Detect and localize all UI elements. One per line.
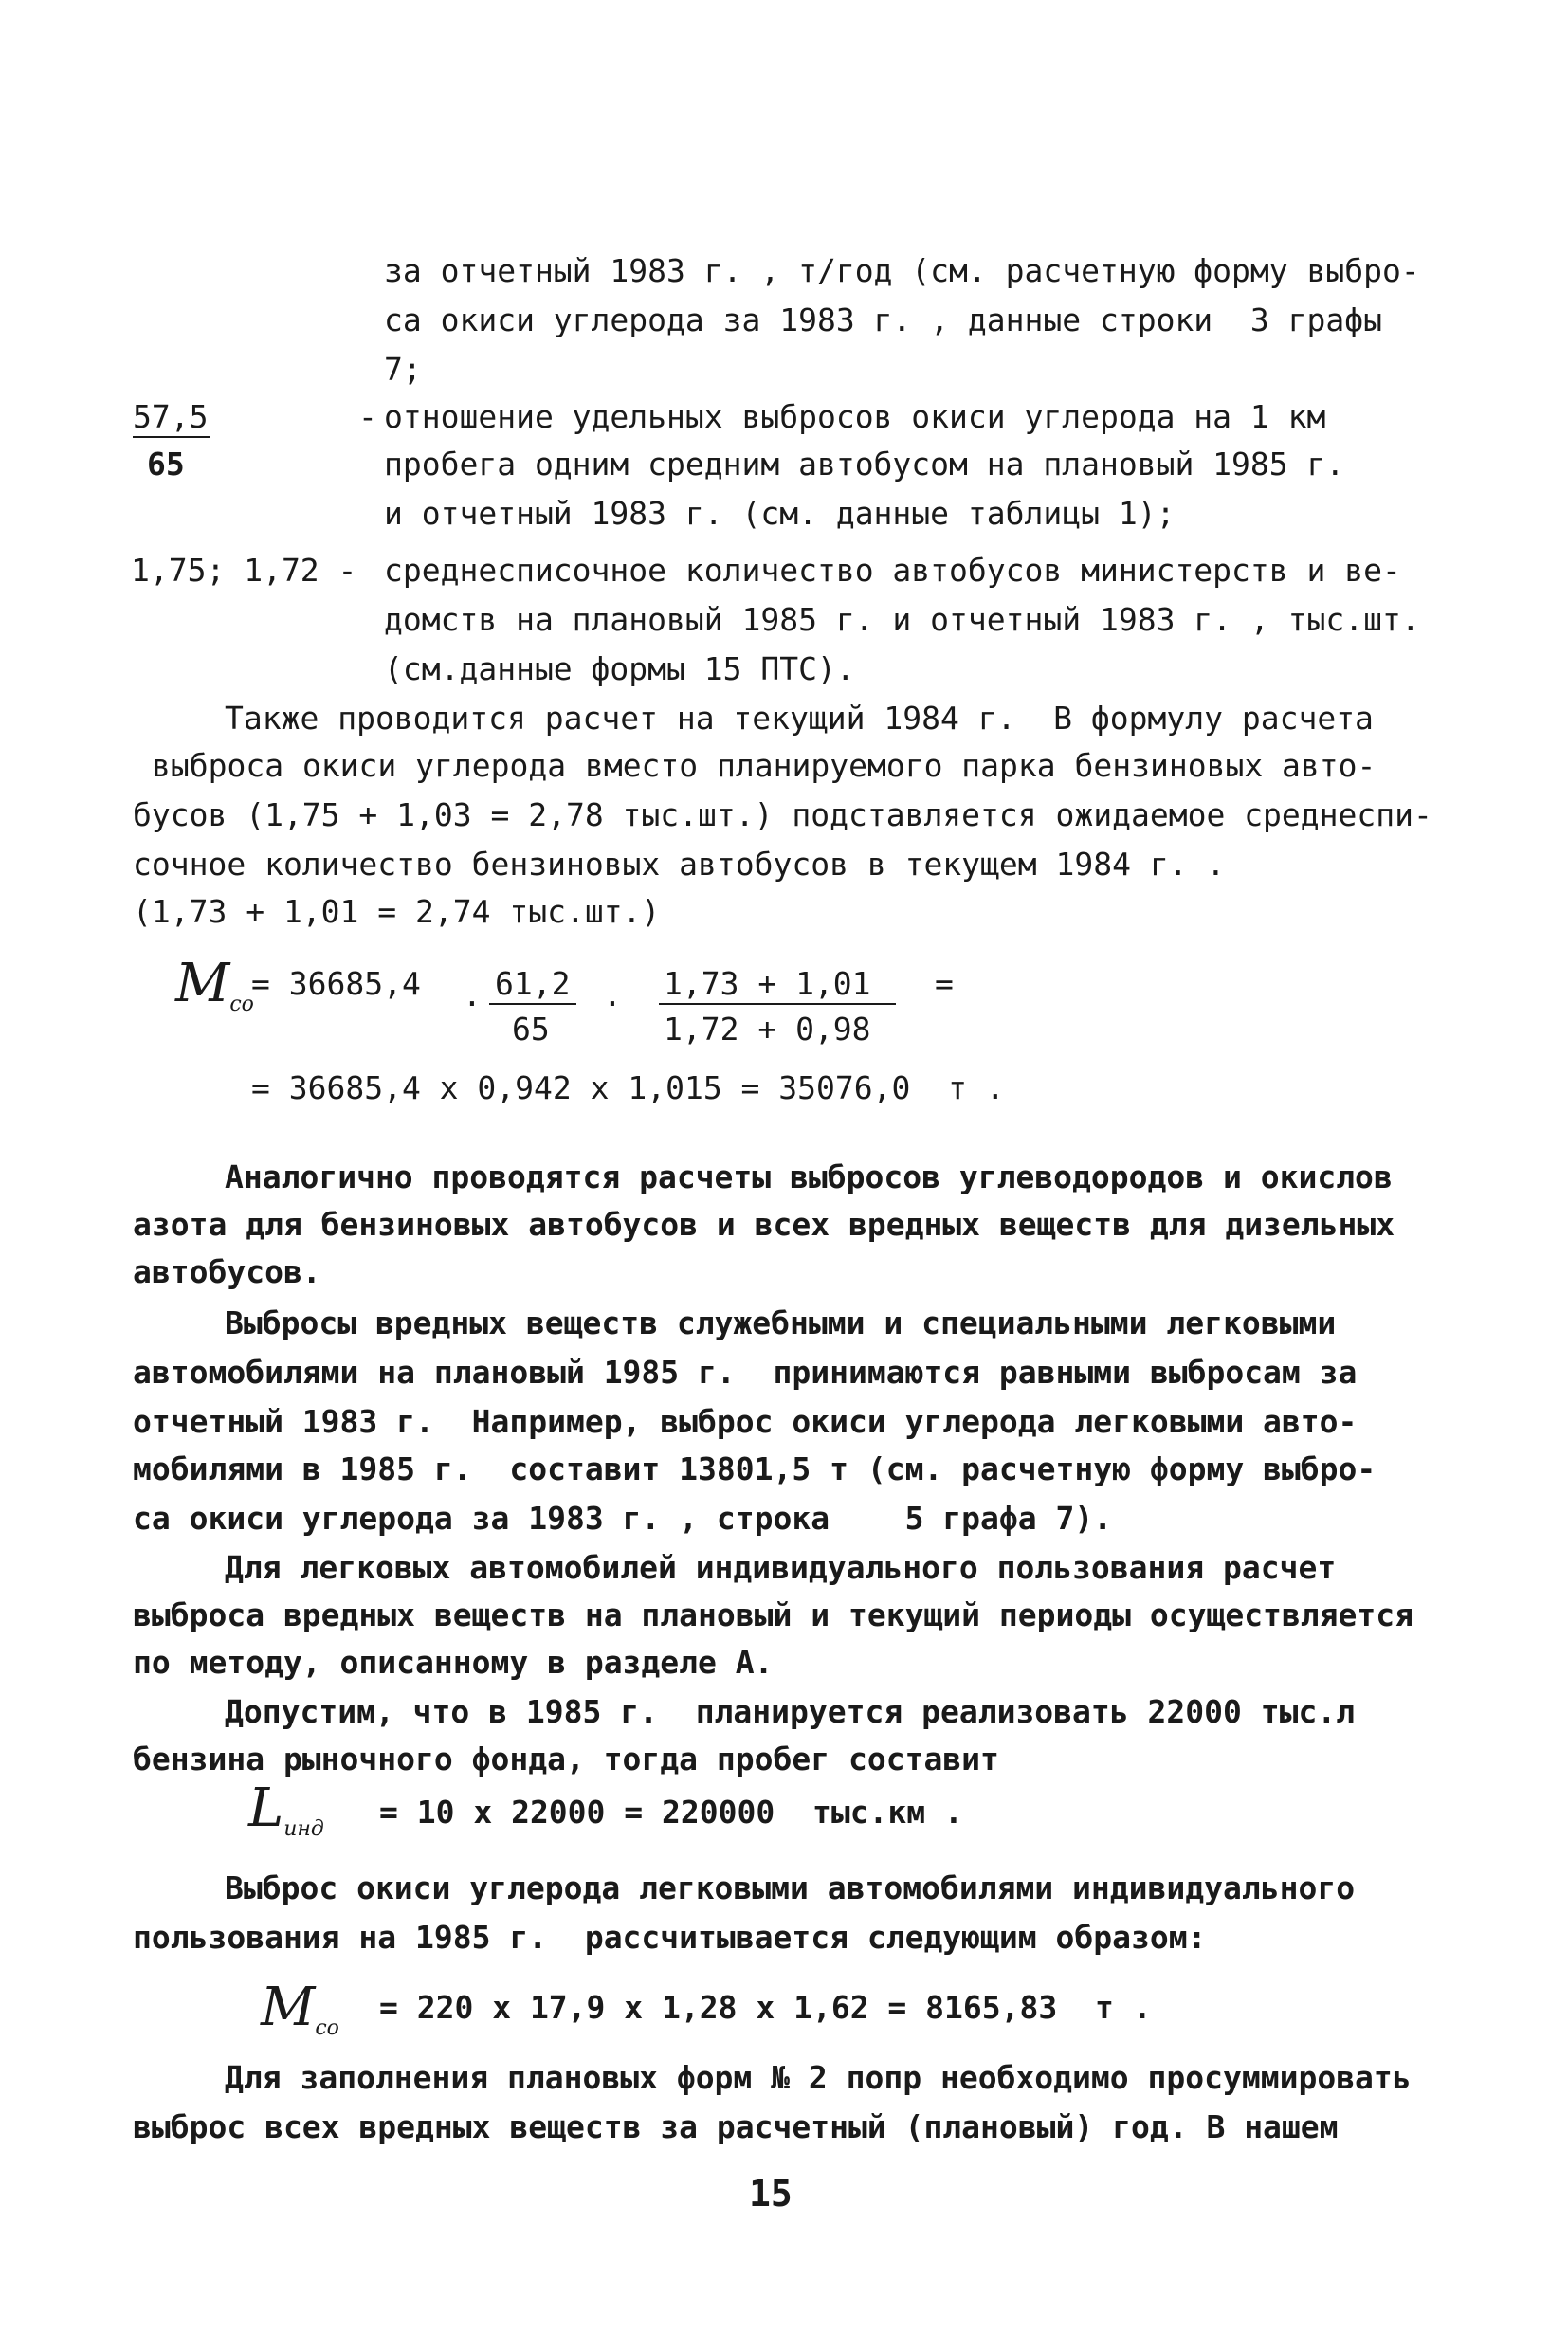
def-line: и отчетный 1983 г. (см. данные таблицы 1); xyxy=(384,495,1176,532)
paragraph-line: азота для бензиновых автобусов и всех вредных веществ для дизельных xyxy=(133,1206,1395,1243)
paragraph-line: Выбросы вредных веществ служебными и специальными легковыми xyxy=(225,1304,1337,1341)
formula-symbol: $L_{инд}$ xyxy=(248,1778,324,1841)
paragraph-line: Аналогично проводятся расчеты выбросов углеводородов и окислов xyxy=(225,1158,1393,1195)
fraction-numerator: 1,73 + 1,01 xyxy=(664,965,871,1002)
paragraph-line: выброса вредных веществ на плановый и текущий периоды осуществляется xyxy=(133,1596,1414,1633)
formula-dot: . xyxy=(603,976,622,1013)
paragraph-line: Для заполнения плановых форм № 2 попр необходимо просуммировать xyxy=(225,2059,1412,2096)
paragraph-line: выброса окиси углерода вместо планируемого парка бензиновых авто- xyxy=(152,747,1377,784)
paragraph-line: Допустим, что в 1985 г. планируется реализовать 22000 тыс.л xyxy=(225,1693,1356,1730)
paragraph-line: Выброс окиси углерода легковыми автомобилями индивидуального xyxy=(225,1869,1356,1906)
paragraph-line: отчетный 1983 г. Например, выброс окиси углерода легковыми авто- xyxy=(133,1403,1358,1440)
ratio-numerator: 57,5 xyxy=(133,398,209,435)
page-number: 15 xyxy=(749,2173,793,2215)
fraction-bar xyxy=(489,1003,576,1005)
paragraph-line: са окиси углерода за 1983 г. , строка 5 графа 7). xyxy=(133,1500,1113,1537)
fraction-bar xyxy=(659,1003,896,1005)
paragraph-line: мобилями в 1985 г. составит 13801,5 т (см. расчетную форму выбро- xyxy=(133,1450,1377,1487)
paragraph-line: автомобилями на плановый 1985 г. принимаются равными выбросам за xyxy=(133,1354,1358,1391)
def-line: за отчетный 1983 г. , т/год (см. расчетную форму выбро- xyxy=(384,252,1420,289)
formula-equals: = 36685,4 xyxy=(251,965,421,1002)
def-line: домств на плановый 1985 г. и отчетный 1983 г. , тыс.шт. xyxy=(384,601,1420,638)
paragraph-line: Для легковых автомобилей индивидуального пользования расчет xyxy=(225,1549,1337,1586)
paragraph-line: Также проводится расчет на текущий 1984 г. В формулу расчета xyxy=(225,700,1374,737)
paragraph-line: сочное количество бензиновых автобусов в текущем 1984 г. . xyxy=(133,846,1226,883)
paragraph-line: бензина рыночного фонда, тогда пробег составит xyxy=(133,1741,999,1778)
ratio-denominator: 65 xyxy=(147,446,185,483)
paragraph-line: автобусов. xyxy=(133,1253,321,1290)
paragraph-line: по методу, описанному в разделе А. xyxy=(133,1644,774,1681)
formula-result-line: = 36685,4 x 0,942 x 1,015 = 35076,0 т . xyxy=(251,1069,1005,1106)
formula-line: = 10 x 22000 = 220000 тыс.км . xyxy=(379,1794,963,1831)
fraction-denominator: 65 xyxy=(512,1011,550,1048)
paragraph-line: выброс всех вредных веществ за расчетный (плановый) год. В нашем xyxy=(133,2108,1339,2145)
def-line: отношение удельных выбросов окиси углерода на 1 км xyxy=(384,398,1326,435)
formula-symbol: $M_{co}$ xyxy=(175,953,254,1016)
def-line: среднесписочное количество автобусов министерств и ве- xyxy=(384,552,1401,589)
paragraph-line: (1,73 + 1,01 = 2,74 тыс.шт.) xyxy=(133,893,661,930)
formula-line: = 220 x 17,9 x 1,28 x 1,62 = 8165,83 т . xyxy=(379,1989,1152,2026)
def-line: са окиси углерода за 1983 г. , данные строки 3 графы xyxy=(384,301,1382,338)
paragraph-line: бусов (1,75 + 1,03 = 2,78 тыс.шт.) подставляется ожидаемое среднеспи- xyxy=(133,796,1432,833)
fraction-numerator: 61,2 xyxy=(495,965,571,1002)
ratio-bar xyxy=(133,436,210,438)
fraction-denominator: 1,72 + 0,98 xyxy=(664,1011,871,1048)
ratio-dash: - xyxy=(358,398,377,435)
counts-label: 1,75; 1,72 - xyxy=(131,552,357,589)
def-line: пробега одним средним автобусом на плановый 1985 г. xyxy=(384,446,1345,483)
def-line: 7; xyxy=(384,351,422,388)
def-line: (см.данные формы 15 ПТС). xyxy=(384,650,855,687)
paragraph-line: пользования на 1985 г. рассчитывается следующим образом: xyxy=(133,1919,1207,1956)
formula-symbol: $M_{co}$ xyxy=(261,1977,339,2040)
formula-equals: = xyxy=(935,965,954,1002)
formula-dot: . xyxy=(463,976,482,1013)
